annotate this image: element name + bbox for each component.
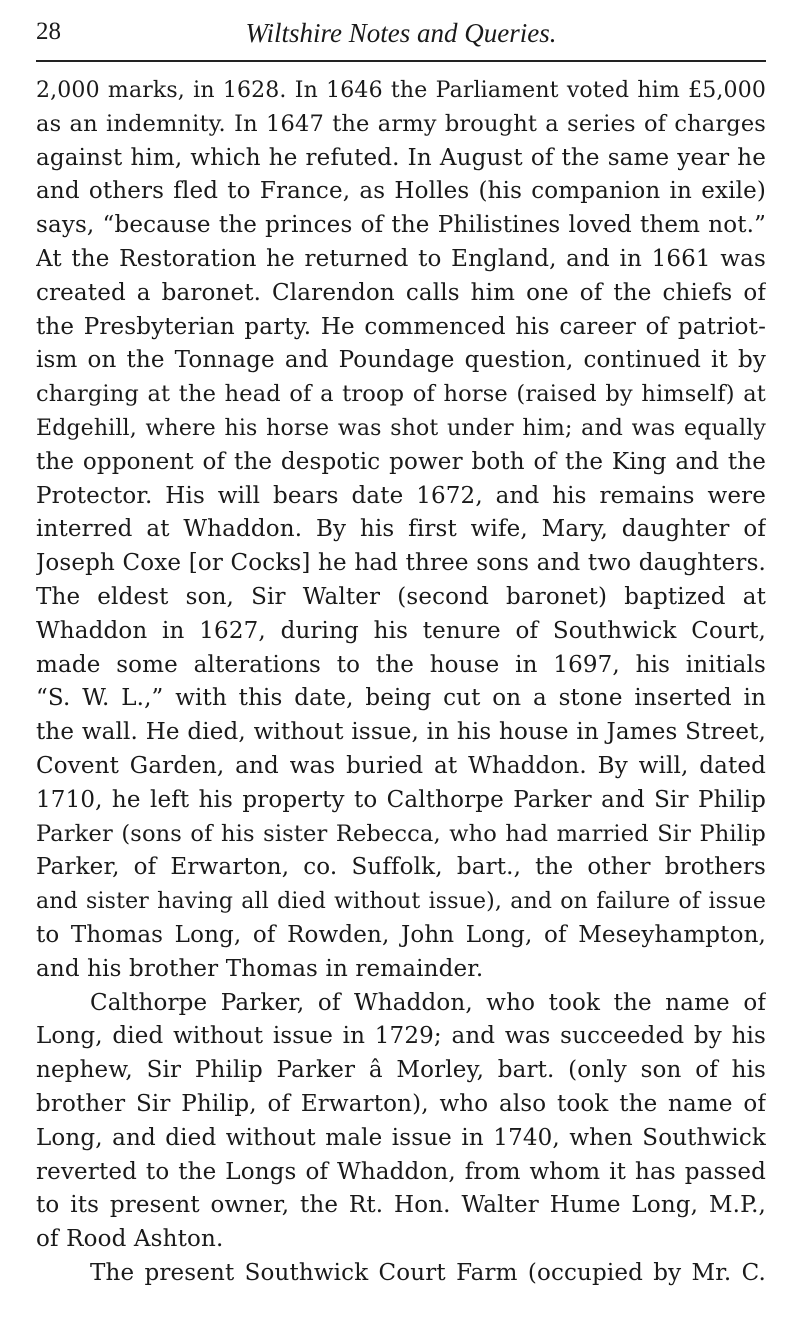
text-line: the wall. He died, without issue, in his house in James Street, bbox=[36, 719, 766, 746]
text-line: interred at Whaddon. By his first wife, Mary, daughter of bbox=[36, 516, 766, 543]
text-line: nephew, Sir Philip Parker â Morley, bart. (only son of his bbox=[36, 1057, 766, 1084]
text-line: The eldest son, Sir Walter (second baronet) baptized at bbox=[36, 583, 766, 610]
text-line: and his brother Thomas in remainder. bbox=[36, 955, 484, 982]
text-line: brother Sir Philip, of Erwarton), who also took the name of bbox=[36, 1090, 766, 1117]
text-line: “S. W. L.,” with this date, being cut on a stone inserted in bbox=[36, 685, 766, 712]
text-line: At the Restoration he returned to England, and in 1661 was bbox=[36, 245, 766, 272]
text-line: and sister having all died without issue), and on failure of issue bbox=[36, 889, 766, 915]
text-line: Parker (sons of his sister Rebecca, who had married Sir Philip bbox=[36, 820, 766, 847]
text-line: says, “because the princes of the Philistines loved them not.” bbox=[36, 212, 766, 239]
text-line: Edgehill, where his horse was shot under him; and was equally bbox=[36, 415, 766, 441]
text-line: Protector. His will bears date 1672, and his remains were bbox=[36, 482, 766, 509]
text-line: to its present owner, the Rt. Hon. Walter Hume Long, M.P., bbox=[36, 1192, 766, 1219]
text-line: Long, and died without male issue in 1740, when Southwick bbox=[36, 1124, 766, 1151]
text-line: as an indemnity. In 1647 the army brought a series of charges bbox=[36, 110, 766, 137]
text-line: of Rood Ashton. bbox=[36, 1226, 224, 1253]
text-line: charging at the head of a troop of horse (raised by himself) at bbox=[36, 381, 766, 408]
running-title: Wiltshire Notes and Queries. bbox=[245, 18, 557, 48]
text-line: Parker, of Erwarton, co. Suffolk, bart., the other brothers bbox=[36, 854, 766, 881]
text-line: the Presbyterian party. He commenced his career of patriot- bbox=[36, 313, 766, 340]
page-header bbox=[36, 14, 766, 54]
text-line: the opponent of the despotic power both of the King and the bbox=[36, 448, 766, 475]
text-line: Long, died without issue in 1729; and was succeeded by his bbox=[36, 1023, 766, 1050]
text-line: 2,000 marks, in 1628. In 1646 the Parliament voted him £5,000 bbox=[36, 78, 766, 103]
body-text bbox=[36, 74, 766, 1291]
text-line: Joseph Coxe [or Cocks] he had three sons and two daughters. bbox=[36, 550, 766, 577]
text-line: made some alterations to the house in 1697, his initials bbox=[36, 651, 766, 678]
text-line: to Thomas Long, of Rowden, John Long, of Meseyhampton, bbox=[36, 921, 766, 948]
text-line: Covent Garden, and was buried at Whaddon. By will, dated bbox=[36, 752, 766, 779]
text-line: created a baronet. Clarendon calls him one of the chiefs of bbox=[36, 279, 766, 306]
text-line: and others fled to France, as Holles (his companion in exile) bbox=[36, 178, 766, 205]
text-line: Whaddon in 1627, during his tenure of Southwick Court, bbox=[36, 617, 766, 644]
text-line: against him, which he refuted. In August of the same year he bbox=[36, 144, 766, 171]
text-line: 1710, he left his property to Calthorpe Parker and Sir Philip bbox=[36, 786, 766, 813]
header-rule bbox=[36, 60, 766, 62]
text-line: reverted to the Longs of Whaddon, from whom it has passed bbox=[36, 1158, 766, 1185]
text-line: Calthorpe Parker, of Whaddon, who took the name of bbox=[90, 989, 766, 1016]
text-line: ism on the Tonnage and Poundage question, continued it by bbox=[36, 347, 766, 374]
text-line: The present Southwick Court Farm (occupied by Mr. C. bbox=[90, 1259, 766, 1286]
page-number: 28 bbox=[36, 18, 61, 45]
